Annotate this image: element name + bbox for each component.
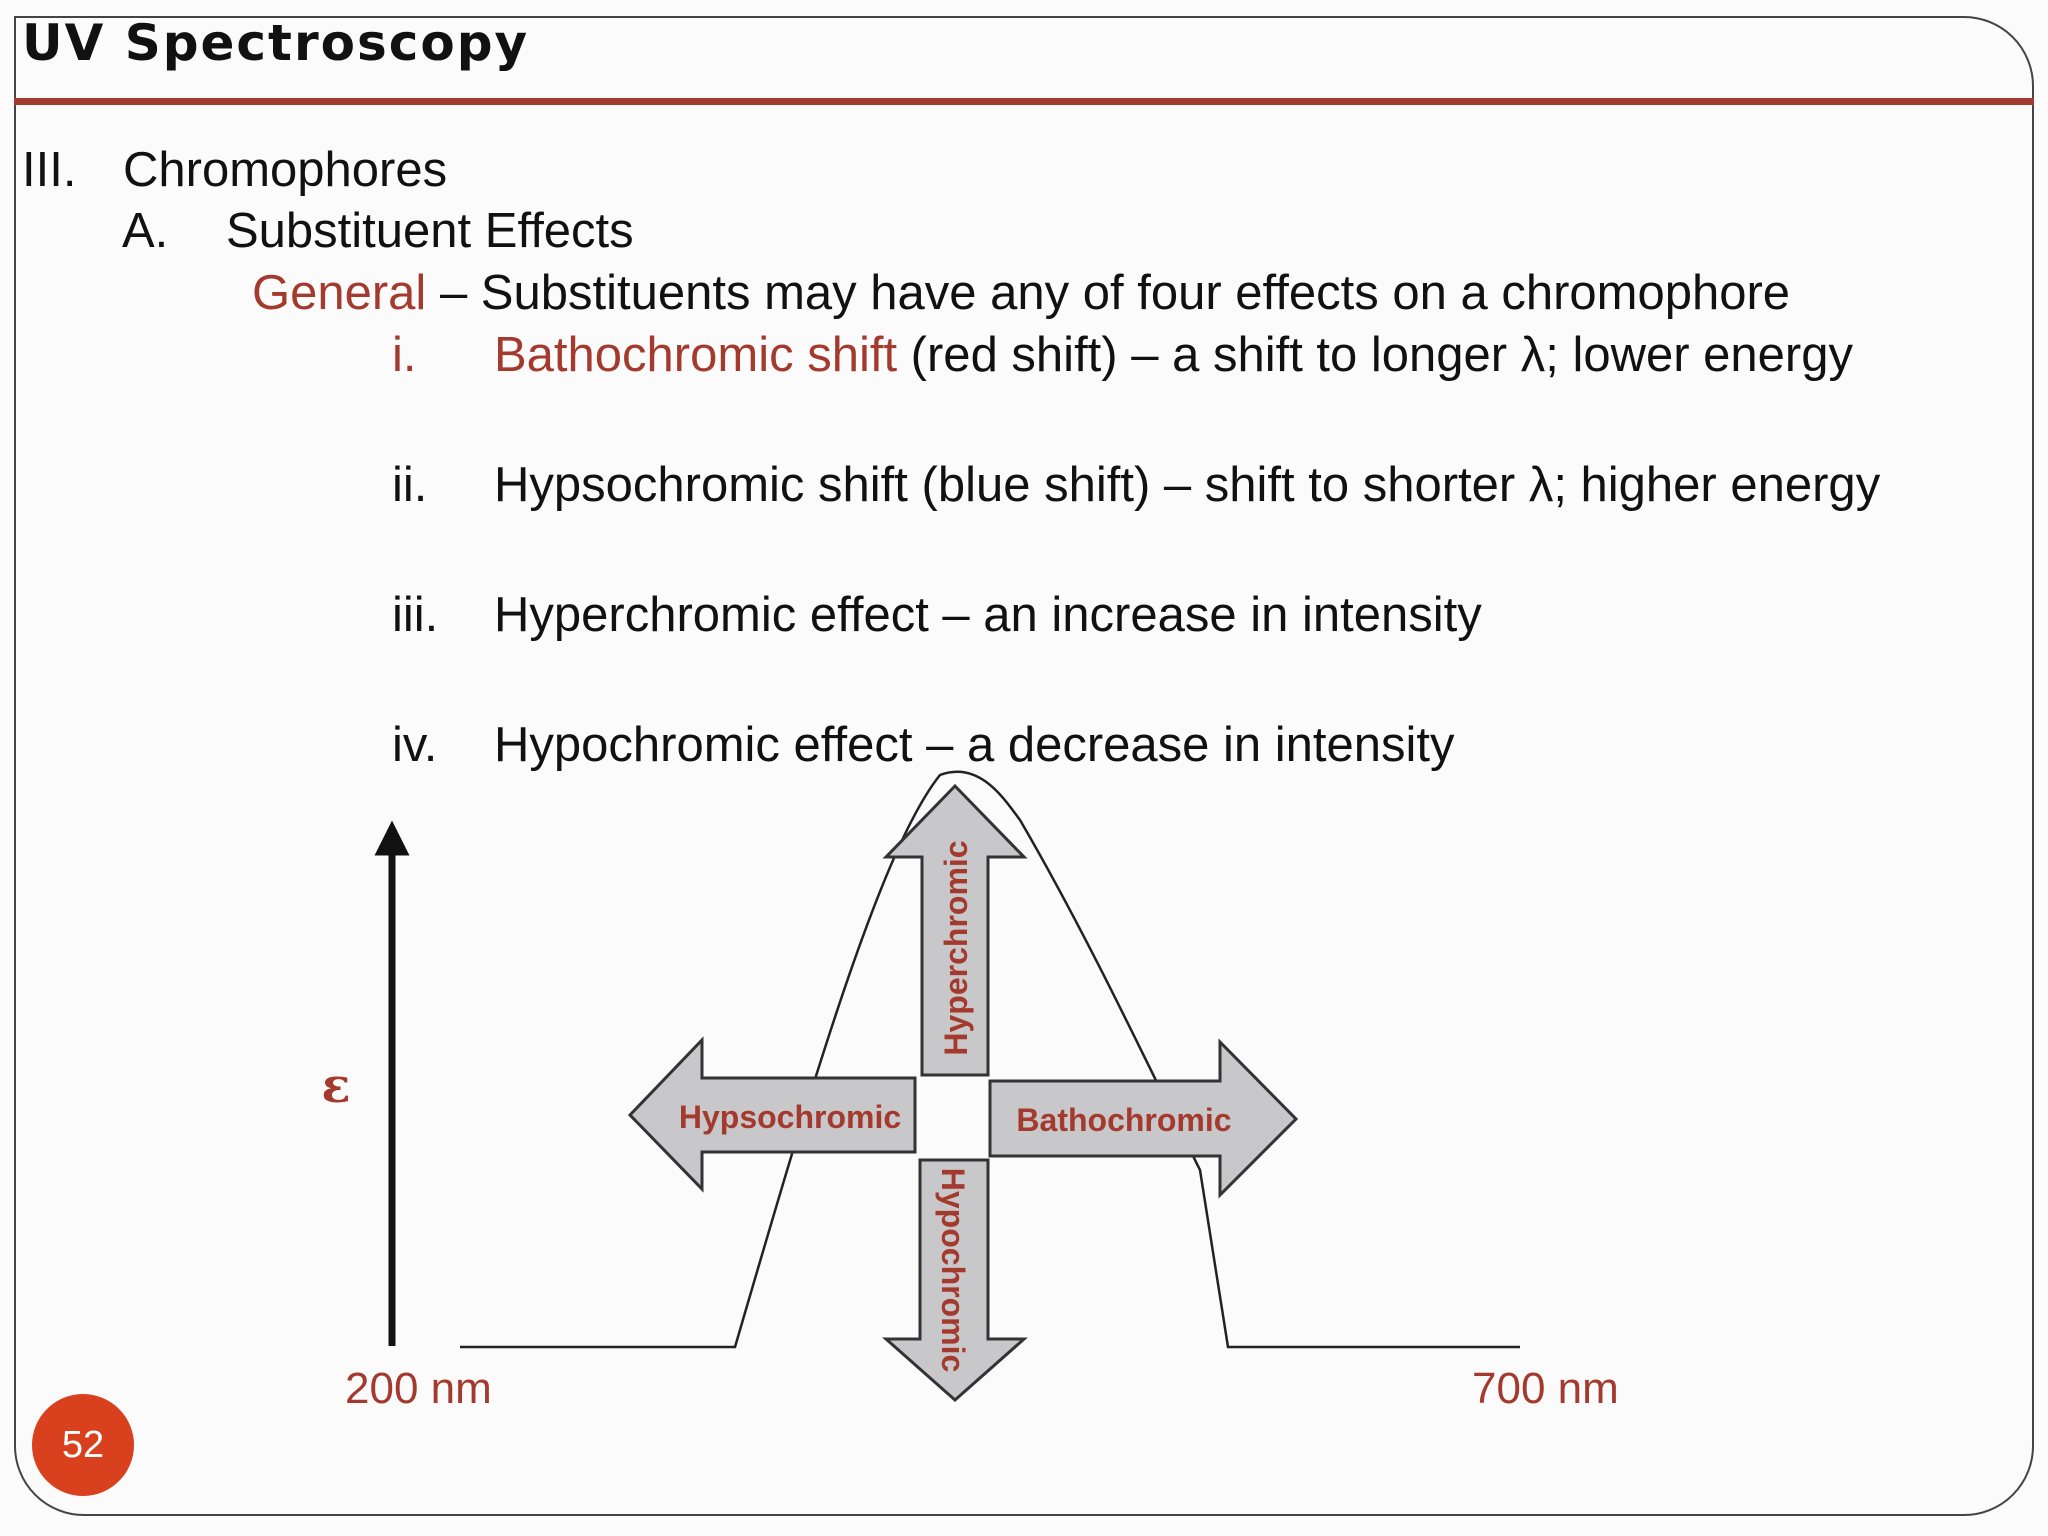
item-1-marker: i. — [392, 328, 417, 382]
hyperchromic-label: Hyperchromic — [938, 840, 974, 1056]
bathochromic-label: Bathochromic — [1016, 1102, 1232, 1138]
outline-level1-text: Chromophores — [123, 143, 448, 197]
item-2-marker: ii. — [392, 458, 428, 512]
slide-title: UV Spectroscopy — [22, 14, 530, 72]
item-1-term: Bathochromic shift — [494, 328, 898, 382]
item-2-text: Hypsochromic shift (blue shift) – shift to shorter λ; higher energy — [494, 458, 1881, 512]
item-3-text: Hyperchromic effect – an increase in intensity — [494, 588, 1482, 642]
item-4-text: Hypochromic effect – a decrease in intensity — [494, 718, 1455, 772]
outline-level2-text: Substituent Effects — [226, 204, 634, 258]
hypochromic-label: Hypochromic — [935, 1167, 971, 1373]
hypsochromic-label: Hypsochromic — [678, 1099, 902, 1135]
item-3-marker: iii. — [392, 588, 439, 642]
slide-number-badge: 52 — [32, 1394, 134, 1496]
outline-level1-marker: III. — [22, 143, 77, 197]
general-text: – Substituents may have any of four effects on a chromophore — [426, 266, 1791, 320]
general-label: General — [252, 266, 427, 320]
x-start-label: 200 nm — [345, 1364, 492, 1413]
item-1-rest: (red shift) – a shift to longer λ; lower energy — [897, 328, 1853, 382]
x-end-label: 700 nm — [1472, 1364, 1619, 1413]
epsilon-label: ε — [321, 1058, 351, 1114]
outline-level2-marker: A. — [122, 204, 169, 258]
item-4-marker: iv. — [392, 718, 438, 772]
